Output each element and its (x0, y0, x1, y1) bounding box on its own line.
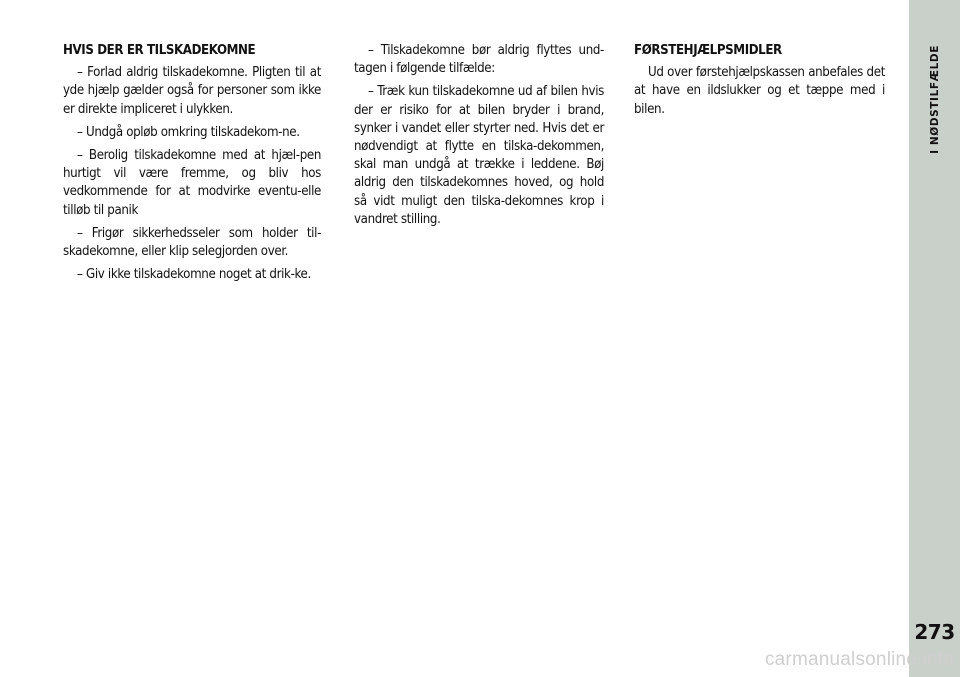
paragraph: – Giv ikke tilskadekomne noget at drik-ke. (77, 267, 311, 283)
text-column-2 (354, 42, 604, 234)
section-heading-first-aid: FØRSTEHJÆLPSMIDLER (634, 43, 782, 58)
text-column-1 (63, 42, 321, 289)
paragraph: – Træk kun tilskadekomne ud af bilen hvis der er risiko for at bilen bryder i brand, synker i vandet eller styrter ned. Hvis det er nødvendigt at flytte en tilska-dekommen, skal man undgå at trække i leddene. Bøj aldrig den tilskadekomnes hoved, og hold så vidt muligt den tilska-dekomnes krop i vandret stilling. (354, 84, 604, 227)
chapter-title: I NØDSTILFÆLDE (928, 45, 941, 154)
text-column-3 (634, 42, 885, 124)
section-heading-injured: HVIS DER ER TILSKADEKOMNE (63, 43, 256, 58)
chapter-title-container (909, 45, 960, 170)
paragraph: – Berolig tilskadekomne med at hjæl-pen hurtigt vil være fremme, og bliv hos vedkommende for at modvirke eventu-elle tilløb til panik (63, 148, 321, 218)
chapter-sidebar (909, 0, 960, 677)
paragraph: – Undgå opløb omkring tilskadekom-ne. (77, 124, 300, 140)
paragraph: – Forlad aldrig tilskadekomne. Pligten til at yde hjælp gælder også for personer som ikke er direkte impliceret i ulykken. (63, 65, 321, 117)
paragraph: – Tilskadekomne bør aldrig flyttes und-tagen i følgende tilfælde: (354, 43, 604, 77)
page-number: 273 (914, 620, 955, 644)
paragraph: – Frigør sikkerhedsseler som holder til-skadekomne, eller klip selegjorden over. (63, 225, 321, 260)
paragraph: Ud over førstehjælpskassen anbefales det at have en ildslukker og et tæppe med i bilen. (634, 65, 885, 117)
watermark: carmanualsonline.info (764, 649, 954, 670)
